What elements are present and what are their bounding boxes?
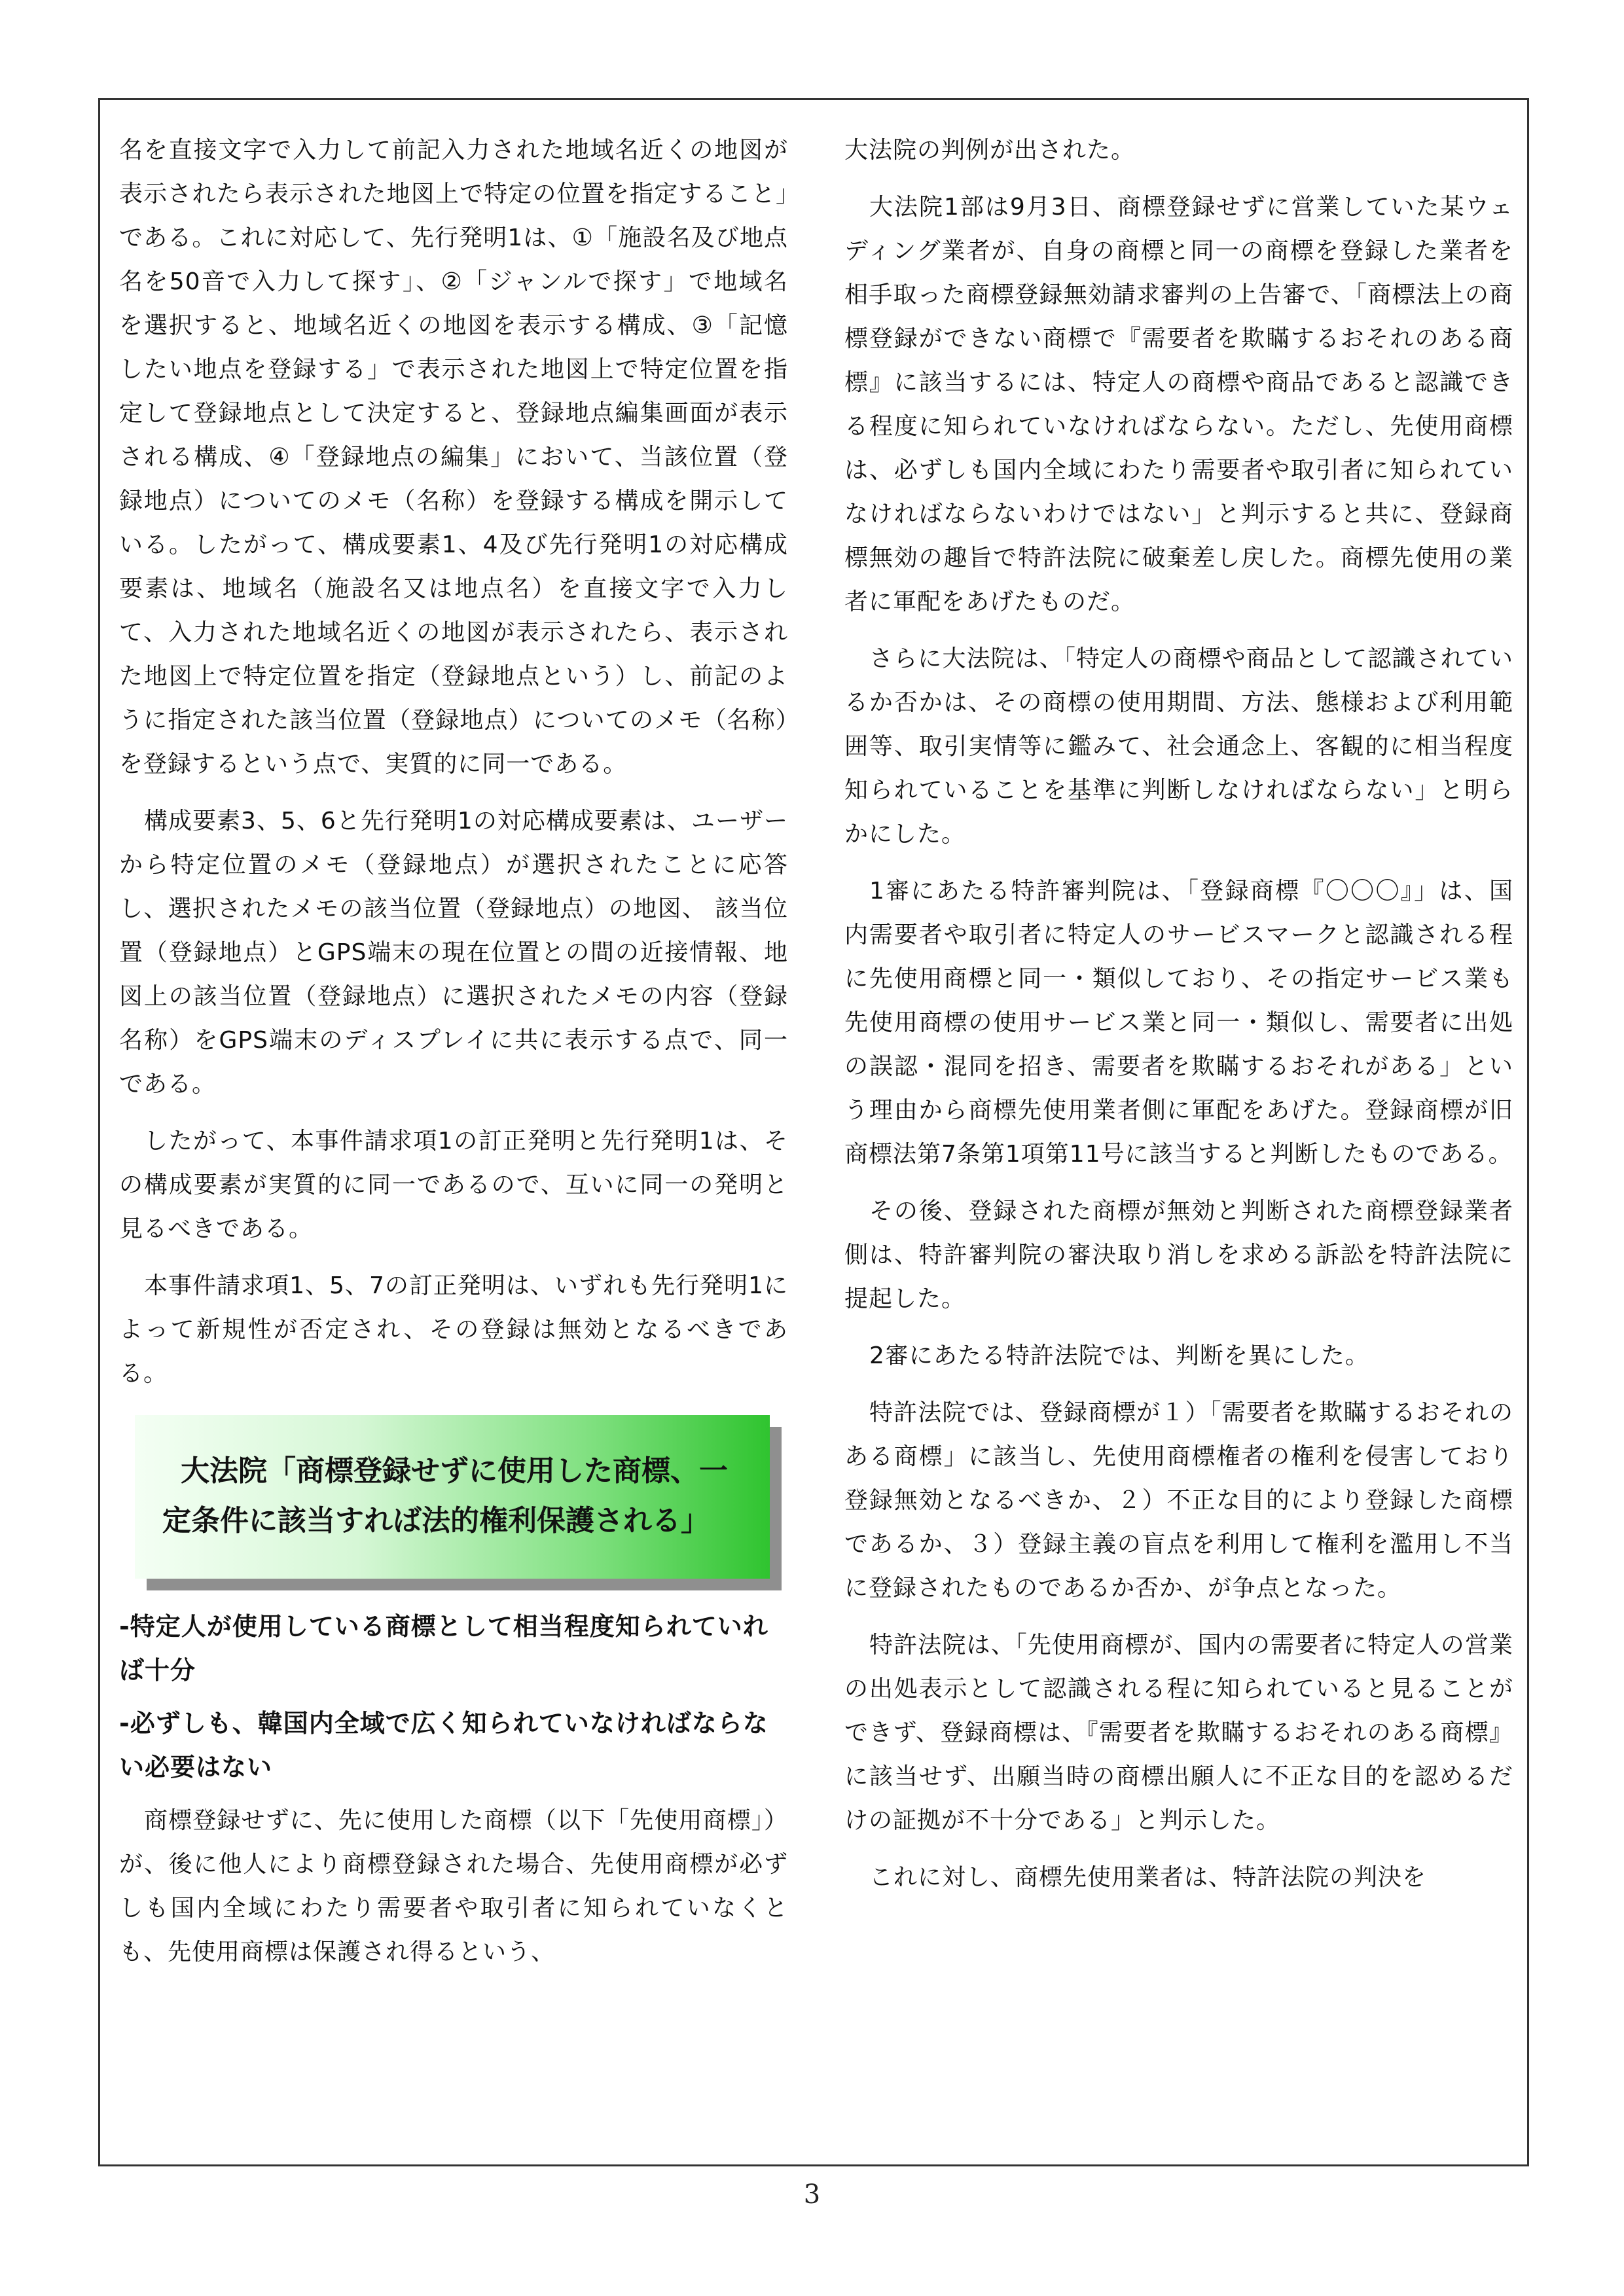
paragraph: 特許法院は、「先使用商標が、国内の需要者に特定人の営業の出処表示として認識される程に知られていると見ることができず、登録商標は、『需要者を欺瞞するおそれのある商標』に該当せず、出願当時の商標出願人に不正な目的を認めるだけの証拠が不十分である」と判示した。: [844, 1632, 1513, 1834]
article-heading-box: [135, 1415, 770, 1579]
subheading: -必ずしも、韓国内全域で広く知られていなければならない必要はない: [119, 1709, 768, 1782]
heading-line-1: 大法院「商標登録せずに使用した商標、一: [181, 1454, 728, 1488]
subheading: -特定人が使用している商標として相当程度知られていれば十分: [119, 1612, 768, 1685]
paragraph: その後、登録された商標が無効と判断された商標登録業者側は、特許審判院の審決取り消しを求める訴訟を特許法院に提起した。: [844, 1198, 1513, 1312]
paragraph: 特許法院では、登録商標が１）「需要者を欺瞞するおそれのある商標」に該当し、先使用商標権者の権利を侵害しており登録無効となるべきか、２）不正な目的により登録した商標であるか、３）登録主義の盲点を利用して権利を濫用し不当に登録されたものであるか否か、が争点となった。: [844, 1399, 1513, 1602]
page-number: 3: [803, 2179, 821, 2210]
paragraph: 2審にあたる特許法院では、判断を異にした。: [869, 1342, 1369, 1369]
paragraph: 1審にあたる特許審判院は、「登録商標『〇〇〇』」は、国内需要者や取引者に特定人のサービスマークと認識される程に先使用商標と同一・類似しており、その指定サービス業も先使用商標の使用サービス業と同一・類似し、需要者に出処の誤認・混同を招き、需要者を欺瞞するおそれがある」という理由から商標先使用業者側に軍配をあげた。登録商標が旧商標法第7条第1項第11号に該当すると判断したものである。: [844, 878, 1513, 1168]
paragraph: 名を直接文字で入力して前記入力された地域名近くの地図が表示されたら表示された地図上で特定の位置を指定すること」である。これに対応して、先行発明1は、①「施設名及び地点名を50音で入力して探す」、②「ジャンルで探す」で地域名を選択すると、地域名近くの地図を表示する構成、③「記憶したい地点を登録する」で表示された地図上で特定位置を指定して登録地点として決定すると、登録地点編集画面が表示される構成、④「登録地点の編集」において、当該位置（登録地点）についてのメモ（名称）を登録する構成を開示している。したがって、構成要素1、4及び先行発明1の対応構成要素は、地域名（施設名又は地点名）を直接文字で入力して、入力された地域名近くの地図が表示されたら、表示された地図上で特定位置を指定（登録地点という）し、前記のように指定された該当位置（登録地点）についてのメモ（名称）を登録するという点で、実質的に同一である。: [119, 137, 788, 778]
paragraph: 本事件請求項1、5、7の訂正発明は、いずれも先行発明1によって新規性が否定され、その登録は無効となるべきである。: [119, 1272, 788, 1387]
article-heading: [135, 1415, 770, 1579]
heading-line-2: 定条件に該当すれば法的権利保護される」: [162, 1504, 710, 1537]
left-column: [119, 128, 788, 1987]
paragraph: 大法院1部は9月3日、商標登録せずに営業していた某ウェディング業者が、自身の商標と同一の商標を登録した業者を相手取った商標登録無効請求審判の上告審で、「商標法上の商標登録ができない商標で『需要者を欺瞞するおそれのある商標』に該当するには、特定人の商標や商品であると認識できる程度に知られていなければならない。ただし、先使用商標は、必ずしも国内全域にわたり需要者や取引者に知られていなければならないわけではない」と判示すると共に、登録商標無効の趣旨で特許法院に破棄差し戻した。商標先使用の業者に軍配をあげたものだ。: [844, 194, 1513, 615]
right-column: [844, 128, 1513, 1912]
paragraph: これに対し、商標先使用業者は、特許法院の判決を: [869, 1864, 1427, 1891]
paragraph: 商標登録せずに、先に使用した商標（以下「先使用商標」）が、後に他人により商標登録された場合、先使用商標が必ずしも国内全域にわたり需要者や取引者に知られていなくとも、先使用商標は保護され得るという、: [119, 1807, 788, 1965]
paragraph: さらに大法院は、「特定人の商標や商品として認識されているか否かは、その商標の使用期間、方法、態様および利用範囲等、取引実情等に鑑みて、社会通念上、客観的に相当程度知られていることを基準に判断しなければならない」と明らかにした。: [844, 645, 1513, 848]
paragraph: 構成要素3、5、6と先行発明1の対応構成要素は、ユーザーから特定位置のメモ（登録地点）が選択されたことに応答し、選択されたメモの該当位置（登録地点）の地図、 該当位置（登録地点）とGPS端末の現在位置との間の近接情報、地図上の該当位置（登録地点）に選択されたメモの内容（登録名称）をGPS端末のディスプレイに共に表示する点で、同一である。: [119, 808, 788, 1098]
paragraph: したがって、本事件請求項1の訂正発明と先行発明1は、その構成要素が実質的に同一であるので、互いに同一の発明と見るべきである。: [119, 1128, 788, 1242]
paragraph: 大法院の判例が出された。: [844, 137, 1136, 164]
